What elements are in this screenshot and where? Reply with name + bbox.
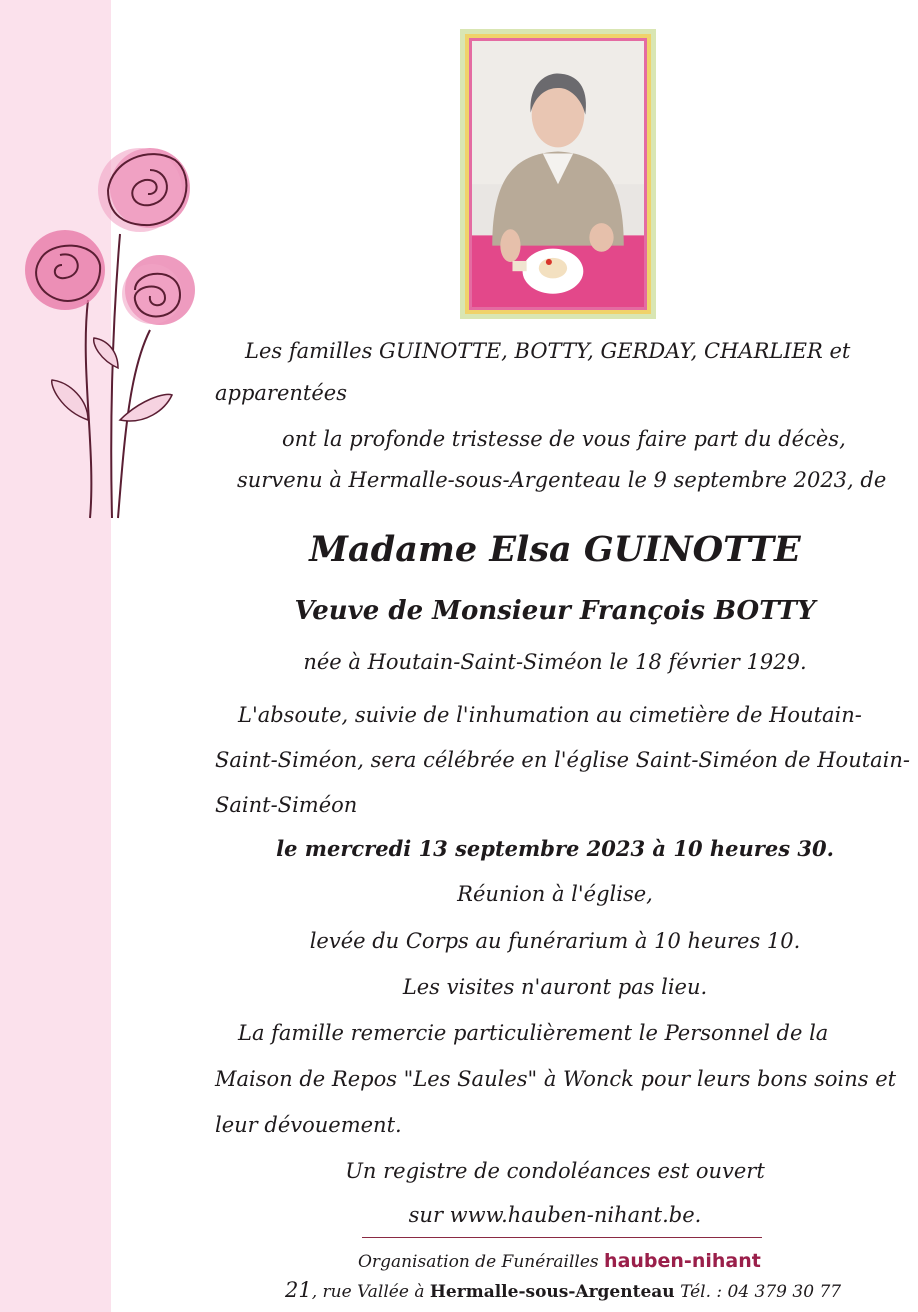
thanks-line-2: Maison de Repos "Les Saules" à Wonck pour leurs bons soins et: [215, 1067, 897, 1091]
ceremony-line-1: L'absoute, suivie de l'inhumation au cimetière de Houtain-: [238, 703, 862, 727]
ceremony-line-3: Saint-Siméon: [215, 793, 358, 817]
visits-line: Les visites n'auront pas lieu.: [402, 975, 708, 999]
ceremony-line-2: Saint-Siméon, sera célébrée en l'église Saint-Siméon de Houtain-: [215, 748, 911, 772]
deceased-name: Madame Elsa GUINOTTE: [309, 529, 801, 570]
portrait-photo: [460, 29, 656, 319]
occurred-line: survenu à Hermalle-sous-Argenteau le 9 septembre 2023, de: [237, 468, 887, 492]
thanks-line-3: leur dévouement.: [215, 1113, 402, 1137]
lift-line: levée du Corps au funérarium à 10 heures 10.: [309, 929, 801, 953]
address-city: Hermalle-sous-Argenteau: [429, 1282, 675, 1302]
footer-organisation: [358, 1252, 761, 1271]
widow-of: Veuve de Monsieur François BOTTY: [294, 596, 816, 626]
footer-divider: [362, 1237, 762, 1238]
registry-line-1: Un registre de condoléances est ouvert: [345, 1159, 765, 1183]
thanks-line-1: La famille remercie particulièrement le Personnel de la: [238, 1021, 829, 1045]
phone: Tél. : 04 379 30 77: [680, 1282, 842, 1302]
address-street: , rue Vallée à: [311, 1282, 425, 1302]
address-number: 21: [285, 1278, 312, 1302]
registry-url[interactable]: sur www.hauben-nihant.be.: [408, 1203, 702, 1227]
footer-address: [285, 1280, 841, 1301]
families-line-1: Les familles GUINOTTE, BOTTY, GERDAY, CHARLIER et: [245, 339, 851, 363]
brand-logo: hauben-nihant: [604, 1250, 761, 1272]
org-prefix: Organisation de Funérailles: [358, 1252, 599, 1272]
meeting-line: Réunion à l'église,: [457, 882, 653, 906]
birth-line: née à Houtain-Saint-Siméon le 18 février 1929.: [303, 650, 807, 674]
sadness-line: ont la profonde tristesse de vous faire part du décès,: [282, 427, 846, 451]
ceremony-date: le mercredi 13 septembre 2023 à 10 heures 30.: [276, 836, 834, 861]
roses-illustration: [0, 130, 220, 530]
families-line-2: apparentées: [215, 381, 347, 405]
